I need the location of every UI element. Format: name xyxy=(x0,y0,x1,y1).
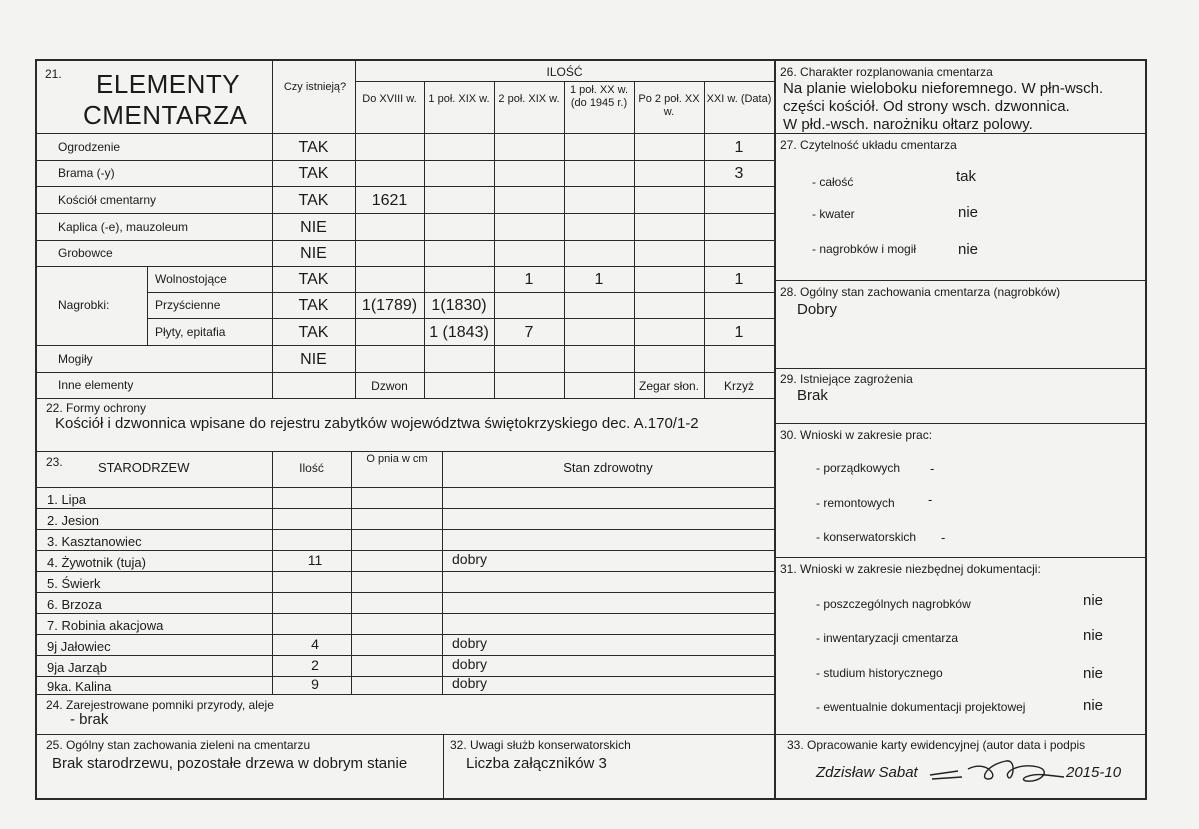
doc-design-label: - ewentualnie dokumentacji projektowej xyxy=(816,700,1026,714)
tree-name-7: 9j Jałowiec xyxy=(47,639,111,654)
tree-count-8: 2 xyxy=(311,657,319,673)
threats-value: Brak xyxy=(797,387,828,404)
element-cell-9-5: Krzyż xyxy=(724,379,754,393)
works-cleanup-label: - porządkowych xyxy=(816,461,901,475)
legibility-graves-label: - nagrobków i mogił xyxy=(812,242,917,256)
element-label-9: Inne elementy xyxy=(58,378,134,392)
section-29-title: Istniejące zagrożenia xyxy=(800,372,913,386)
conservation-remarks-value: Liczba załączników 3 xyxy=(466,755,607,772)
layout-description-line2: części kościół. Od strony wsch. dzwonnica. xyxy=(783,98,1070,115)
legibility-graves-value: nie xyxy=(958,241,979,258)
author-name: Zdzisław Sabat xyxy=(816,764,918,781)
tree-health-8: dobry xyxy=(452,656,488,672)
element-cell-0-5: 1 xyxy=(734,139,744,156)
element-cell-5-5: 1 xyxy=(734,271,744,288)
element-exists-0: TAK xyxy=(298,139,329,156)
period-header-0: Do XVIII w. xyxy=(362,93,417,105)
section-31-number: 31. xyxy=(780,562,797,576)
tree-count-3: 11 xyxy=(307,552,323,568)
works-conservation-value: - xyxy=(941,530,946,545)
tree-name-4: 5. Świerk xyxy=(47,576,101,591)
element-exists-7: TAK xyxy=(298,324,329,341)
tree-name-3: 4. Żywotnik (tuja) xyxy=(47,555,146,570)
section-26-label xyxy=(780,66,993,78)
tree-name-6: 7. Robinia akacjowa xyxy=(47,618,164,633)
element-label-4: Grobowce xyxy=(58,246,113,260)
legibility-whole-label: - całość xyxy=(812,175,854,189)
section-24-title: Zarejestrowane pomniki przyrody, aleje xyxy=(66,698,274,712)
period-header-3: 1 poł. XX w. (do 1945 r.) xyxy=(569,84,629,109)
doc-tombstones-label: - poszczególnych nagrobków xyxy=(816,597,971,611)
layout-description-line3: W płd.-wsch. narożniku ołtarz polowy. xyxy=(783,116,1033,133)
section-25-label xyxy=(46,739,310,751)
works-repair-label: - remontowych xyxy=(816,496,895,510)
section-32-title: Uwagi służb konserwatorskich xyxy=(470,738,631,752)
girth-header: O pnia w cm xyxy=(366,453,428,465)
section-27-number: 27. xyxy=(780,138,797,152)
section-26-title: Charakter rozplanowania cmentarza xyxy=(800,65,993,79)
protection-forms-value: Kościół i dzwonnica wpisane do rejestru zabytków województwa świętokrzyskiego dec. A.170/1-2 xyxy=(55,415,699,432)
element-cell-2-0: 1621 xyxy=(371,192,408,209)
section-24-number: 24. xyxy=(46,698,63,712)
element-exists-8: NIE xyxy=(300,351,327,368)
period-header-2: 2 poł. XIX w. xyxy=(498,93,560,105)
legibility-whole-value: tak xyxy=(956,168,977,185)
section-28-title: Ogólny stan zachowania cmentarza (nagrobków) xyxy=(800,285,1061,299)
doc-inventory-label: - inwentaryzacji cmentarza xyxy=(816,631,959,645)
element-cell-7-5: 1 xyxy=(734,324,744,341)
tree-health-9: dobry xyxy=(452,675,488,691)
quantity-header: ILOŚĆ xyxy=(546,65,583,79)
tree-count-header: Ilość xyxy=(299,461,324,475)
element-cell-5-3: 1 xyxy=(594,271,604,288)
section-29-number: 29. xyxy=(780,372,797,386)
element-cell-9-4: Zegar słon. xyxy=(638,379,700,393)
nagrobki-label: Nagrobki: xyxy=(58,298,110,312)
section-30-label xyxy=(780,429,932,441)
legibility-quarters-value: nie xyxy=(958,204,979,221)
section-22-label xyxy=(46,402,146,414)
section-24-label xyxy=(46,699,274,711)
element-cell-7-1: 1 (1843) xyxy=(429,324,489,341)
tree-name-9: 9ka. Kalina xyxy=(47,679,112,694)
section-22-title: Formy ochrony xyxy=(66,401,147,415)
section-26-number: 26. xyxy=(780,65,797,79)
doc-inventory-value: nie xyxy=(1083,627,1104,644)
element-exists-1: TAK xyxy=(298,165,329,182)
element-cell-7-2: 7 xyxy=(524,324,534,341)
element-cell-9-0: Dzwon xyxy=(371,379,408,393)
tree-health-7: dobry xyxy=(452,635,488,651)
section-32-label xyxy=(450,739,631,751)
section-25-title: Ogólny stan zachowania zieleni na cmentarzu xyxy=(66,738,311,752)
element-exists-5: TAK xyxy=(298,271,329,288)
section-31-label xyxy=(780,563,1041,575)
element-label-2: Kościół cmentarny xyxy=(58,193,157,207)
tree-name-1: 2. Jesion xyxy=(47,513,100,528)
health-header: Stan zdrowotny xyxy=(563,460,653,475)
period-header-4: Po 2 poł. XX w. xyxy=(638,93,700,118)
tree-count-7: 4 xyxy=(311,636,319,652)
section-32-number: 32. xyxy=(450,738,467,752)
element-exists-2: TAK xyxy=(298,192,329,209)
exists-column-header: Czy istnieją? xyxy=(283,81,347,93)
element-label-5: Wolnostojące xyxy=(155,272,227,286)
element-exists-4: NIE xyxy=(300,245,327,262)
section-21-number: 21. xyxy=(45,67,62,81)
greenery-condition-value: Brak starodrzewu, pozostałe drzewa w dobrym stanie xyxy=(52,755,408,772)
tree-name-0: 1. Lipa xyxy=(47,492,87,507)
element-cell-6-0: 1(1789) xyxy=(361,297,418,314)
starodrzew-header: STARODRZEW xyxy=(98,460,190,475)
element-cell-1-5: 3 xyxy=(734,165,744,182)
element-label-0: Ogrodzenie xyxy=(58,140,121,154)
element-exists-6: TAK xyxy=(298,297,329,314)
element-cell-6-1: 1(1830) xyxy=(431,297,487,314)
section-25-number: 25. xyxy=(46,738,63,752)
section-21-title-line2: CMENTARZA xyxy=(83,100,248,130)
section-33-title: Opracowanie karty ewidencyjnej (autor data i podpis xyxy=(807,738,1086,752)
element-label-3: Kaplica (-e), mauzoleum xyxy=(58,220,189,234)
element-label-6: Przyścienne xyxy=(155,298,221,312)
natural-monuments-value: - brak xyxy=(70,711,109,728)
doc-history-value: nie xyxy=(1083,665,1104,682)
doc-design-value: nie xyxy=(1083,697,1104,714)
period-header-5: XXI w. (Data) xyxy=(706,93,772,105)
element-label-1: Brama (-y) xyxy=(58,166,115,180)
layout-description-line1: Na planie wieloboku nieforemnego. W płn-wsch. xyxy=(783,80,1104,97)
section-23-number: 23. xyxy=(46,455,63,469)
section-30-title: Wnioski w zakresie prac: xyxy=(800,428,933,442)
works-conservation-label: - konserwatorskich xyxy=(816,530,917,544)
section-28-label xyxy=(780,286,1060,298)
element-label-8: Mogiły xyxy=(58,352,93,366)
legibility-quarters-label: - kwater xyxy=(812,207,855,221)
element-cell-5-2: 1 xyxy=(524,271,534,288)
signature-scribble xyxy=(928,753,1068,789)
card-date: 2015-10 xyxy=(1066,764,1122,781)
doc-history-label: - studium historycznego xyxy=(816,666,943,680)
period-header-1: 1 poł. XIX w. xyxy=(428,93,490,105)
element-label-7: Płyty, epitafia xyxy=(155,325,226,339)
tree-count-9: 9 xyxy=(311,676,319,692)
tree-health-3: dobry xyxy=(452,551,488,567)
section-21-title-line1: ELEMENTY xyxy=(96,69,241,99)
section-28-number: 28. xyxy=(780,285,797,299)
section-27-label xyxy=(780,139,957,151)
section-27-title: Czytelność układu cmentarza xyxy=(800,138,957,152)
works-cleanup-value: - xyxy=(930,461,935,476)
element-exists-3: NIE xyxy=(300,219,327,236)
section-30-number: 30. xyxy=(780,428,797,442)
section-29-label xyxy=(780,373,913,385)
doc-tombstones-value: nie xyxy=(1083,592,1104,609)
tree-name-5: 6. Brzoza xyxy=(47,597,102,612)
section-33-number: 33. xyxy=(787,738,804,752)
works-repair-value: - xyxy=(928,492,933,507)
tree-name-8: 9ja Jarząb xyxy=(47,660,107,675)
section-33-label xyxy=(787,739,1085,751)
section-22-number: 22. xyxy=(46,401,63,415)
cemetery-condition-value: Dobry xyxy=(797,301,838,318)
tree-name-2: 3. Kasztanowiec xyxy=(47,534,142,549)
section-31-title: Wnioski w zakresie niezbędnej dokumentacji: xyxy=(800,562,1041,576)
